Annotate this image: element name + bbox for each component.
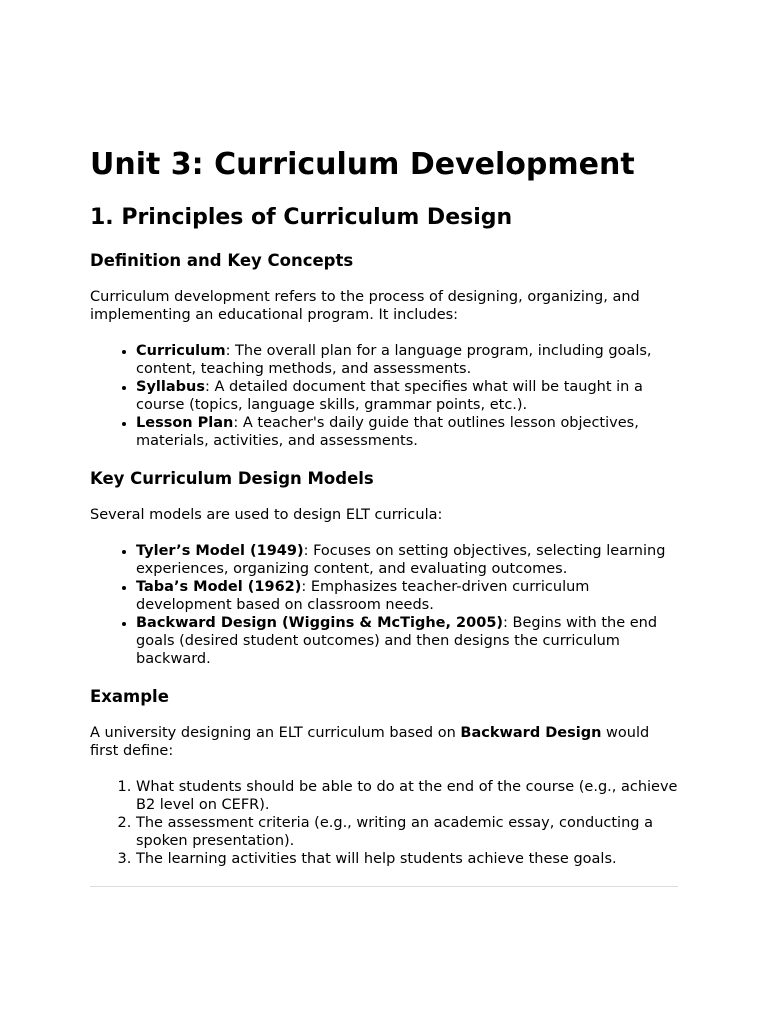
term-tyler-model: Tyler’s Model (1949): [136, 543, 304, 559]
term-backward-design: Backward Design (Wiggins & McTighe, 2005): [136, 615, 504, 631]
list-item: [136, 342, 678, 378]
example-intro-bold: Backward Design: [460, 725, 602, 741]
unit-title: Unit 3: Curriculum Development: [90, 147, 635, 182]
document-page: [90, 146, 678, 887]
models-heading: Key Curriculum Design Models: [90, 469, 374, 488]
model-text: : Emphasizes teacher-driven curriculum development based on classroom needs.: [136, 579, 590, 613]
term-curriculum: Curriculum: [136, 343, 226, 359]
definition-text: : The overall plan for a language program, including goals, content, teaching methods, and assessments.: [136, 343, 652, 377]
list-item: 2. The assessment criteria (e.g., writing an academic essay, conducting a spoken presentation).: [136, 814, 678, 850]
example-intro-after: would first define:: [90, 725, 650, 759]
list-item: [136, 542, 678, 578]
example-heading: Example: [90, 687, 169, 706]
example-intro-before: A university designing an ELT curriculum based on: [90, 725, 461, 741]
definition-text: : A detailed document that specifies what will be taught in a course (topics, language skills, grammar points, etc.).: [136, 379, 643, 413]
model-text: : Begins with the end goals (desired student outcomes) and then designs the curriculum backward.: [136, 615, 658, 667]
list-item: [136, 614, 678, 668]
definition-list: [90, 342, 678, 450]
definition-intro: Curriculum development refers to the process of designing, organizing, and implementing an educational program. It includes:: [90, 289, 640, 323]
models-list: [90, 542, 678, 668]
example-intro: [90, 724, 678, 760]
section-title: 1. Principles of Curriculum Design: [90, 205, 513, 230]
list-item: [136, 378, 678, 414]
models-intro: Several models are used to design ELT curricula:: [90, 507, 443, 523]
term-taba-model: Taba’s Model (1962): [136, 579, 302, 595]
list-item: [136, 578, 678, 614]
list-item: 3. The learning activities that will help students achieve these goals.: [136, 850, 678, 868]
example-steps: [90, 778, 678, 868]
section-divider: [90, 886, 678, 887]
definition-heading: Definition and Key Concepts: [90, 251, 354, 270]
model-text: : Focuses on setting objectives, selecting learning experiences, organizing content, and evaluating outcomes.: [136, 543, 666, 577]
term-syllabus: Syllabus: [136, 379, 205, 395]
term-lesson-plan: Lesson Plan: [136, 415, 234, 431]
list-item: 1. What students should be able to do at the end of the course (e.g., achieve B2 level on CEFR).: [136, 778, 678, 814]
list-item: [136, 414, 678, 450]
definition-text: : A teacher's daily guide that outlines lesson objectives, materials, activities, and assessments.: [136, 415, 639, 449]
